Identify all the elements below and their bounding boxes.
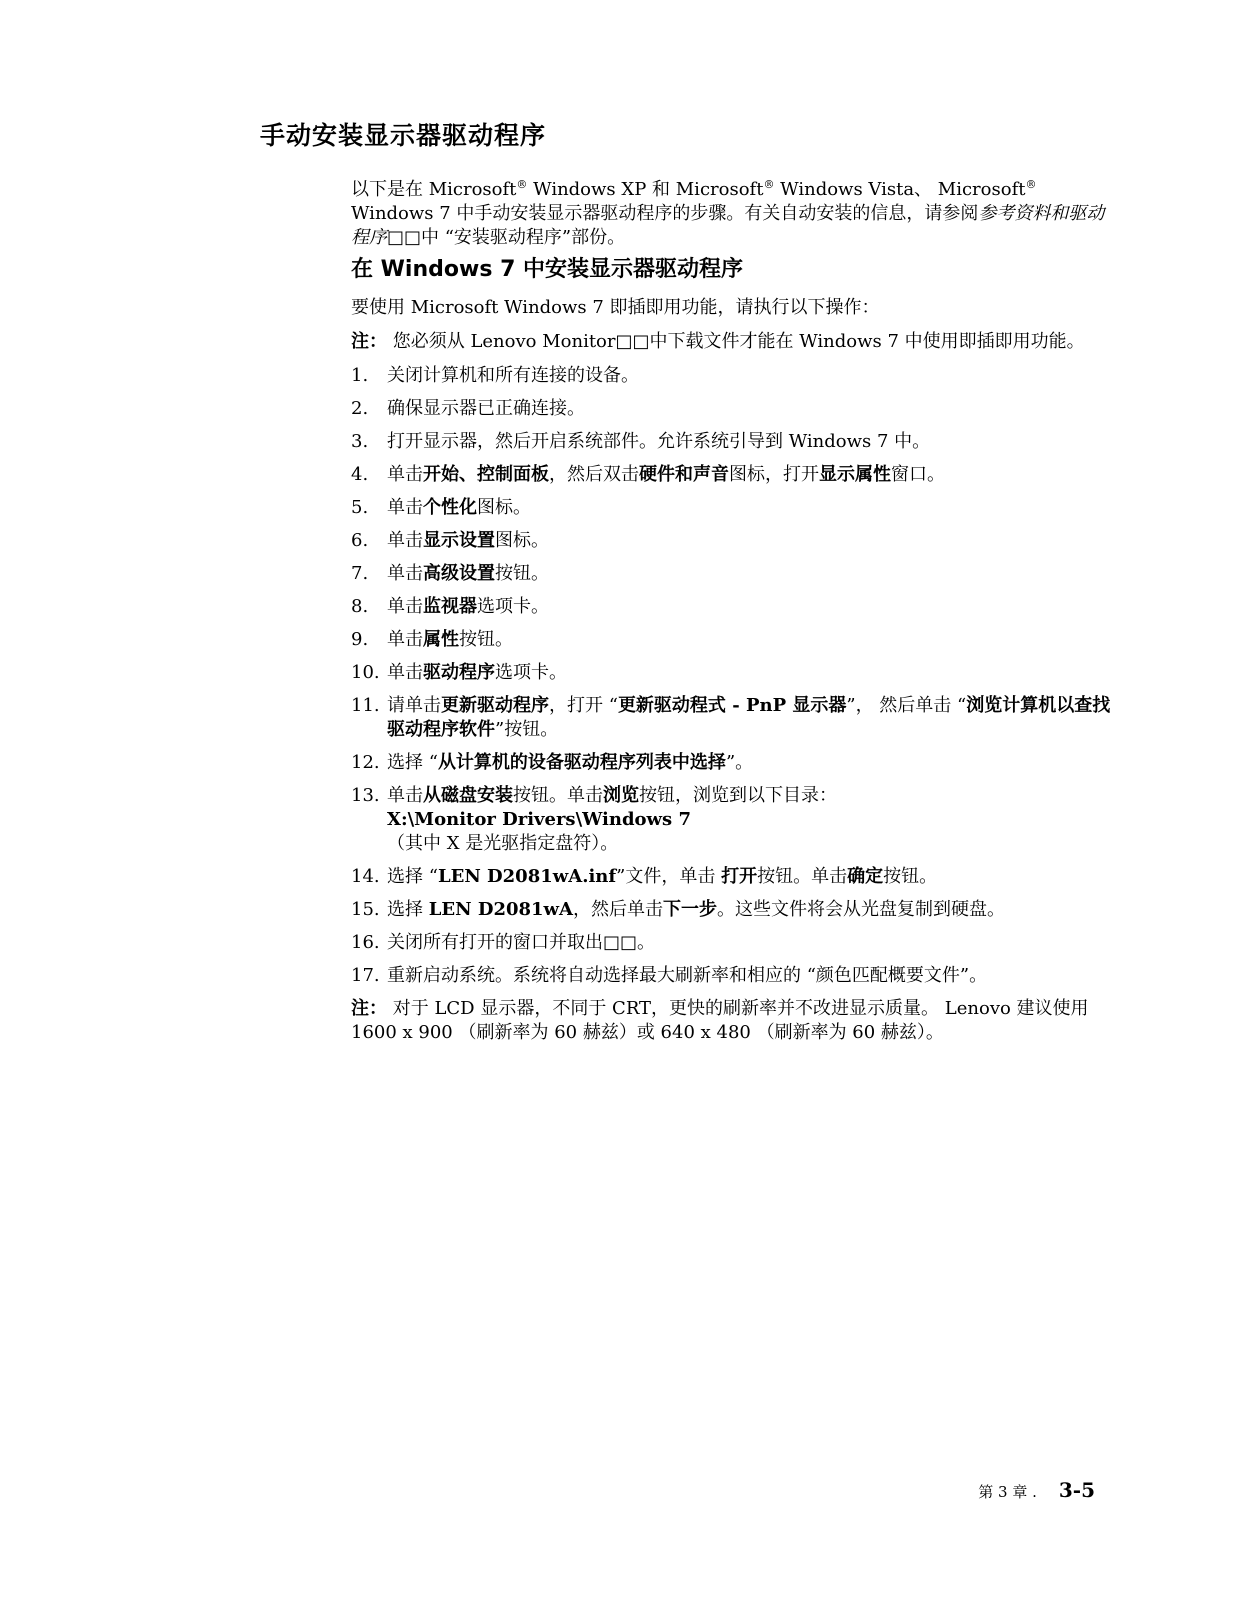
step-number: 1. xyxy=(351,365,369,386)
step-text: 单击 xyxy=(387,785,423,806)
document-body xyxy=(351,178,1111,1055)
intro-paragraph xyxy=(351,178,1111,250)
step-emphasis: 浏览 xyxy=(603,785,639,806)
step-emphasis: X:\Monitor Drivers\Windows 7 xyxy=(387,809,691,830)
step-number: 15. xyxy=(351,899,380,920)
step-text: 请单击 xyxy=(387,695,441,716)
step-text: 单击 xyxy=(387,497,423,518)
list-item xyxy=(351,397,1111,421)
step-emphasis: LEN D2081wA xyxy=(428,899,573,920)
intro-text: 以下是在 Microsoft xyxy=(351,179,517,200)
note-text: 对于 LCD 显示器，不同于 CRT，更快的刷新率并不改进显示质量。 Lenovo 建议使用 1600 x 900 （刷新率为 60 赫兹）或 640 x 480 （刷新率为 60 赫兹）。 xyxy=(351,998,1089,1043)
step-emphasis: 更新驱动程式 - PnP 显示器 xyxy=(617,695,847,716)
step-number: 6. xyxy=(351,530,369,551)
note-paragraph xyxy=(351,997,1111,1045)
step-text: ，然后单击 xyxy=(573,899,663,920)
list-item xyxy=(351,898,1111,922)
list-item xyxy=(351,595,1111,619)
registered-mark: ® xyxy=(763,178,775,191)
list-item xyxy=(351,463,1111,487)
step-emphasis: 下一步 xyxy=(663,899,717,920)
intro-text: □□中 “安装驱动程序”部份。 xyxy=(387,227,626,248)
step-emphasis: 监视器 xyxy=(423,596,477,617)
step-emphasis: 显示属性 xyxy=(819,464,891,485)
step-emphasis: 从计算机的设备驱动程序列表中选择 xyxy=(437,752,726,773)
step-text: 关闭计算机和所有连接的设备。 xyxy=(387,365,639,386)
list-item xyxy=(351,529,1111,553)
step-text: 单击 xyxy=(387,464,423,485)
page-footer xyxy=(978,1478,1095,1502)
list-item xyxy=(351,694,1111,742)
step-number: 11. xyxy=(351,695,380,716)
step-text: ”按钮。 xyxy=(495,719,559,740)
step-number: 5. xyxy=(351,497,369,518)
step-emphasis: 从磁盘安装 xyxy=(423,785,513,806)
lead-paragraph: 要使用 Microsoft Windows 7 即插即用功能，请执行以下操作： xyxy=(351,297,880,318)
step-text: 按钮。 xyxy=(495,563,549,584)
step-number: 16. xyxy=(351,932,380,953)
page-number: 3-5 xyxy=(1058,1478,1095,1502)
step-text: 选择 “ xyxy=(387,866,438,887)
chapter-label: 第 3 章 . xyxy=(978,1483,1037,1501)
list-item xyxy=(351,751,1111,775)
step-text: ，打开 “ xyxy=(549,695,618,716)
step-emphasis: 确定 xyxy=(847,866,884,887)
list-item xyxy=(351,628,1111,652)
step-number: 12. xyxy=(351,752,380,773)
step-emphasis: 硬件和声音 xyxy=(639,464,729,485)
step-text: 。这些文件将会从光盘复制到硬盘。 xyxy=(717,899,1005,920)
list-item xyxy=(351,661,1111,685)
step-text: ”， 然后单击 “ xyxy=(846,695,967,716)
step-number: 2. xyxy=(351,398,369,419)
list-item xyxy=(351,364,1111,388)
step-text: 选项卡。 xyxy=(495,662,567,683)
step-text: ”。 xyxy=(725,752,754,773)
step-number: 13. xyxy=(351,785,380,806)
step-text: 单击 xyxy=(387,563,423,584)
step-text: 图标。 xyxy=(495,530,549,551)
step-emphasis: 浏览计算机以查找驱动程序软件 xyxy=(387,695,1111,740)
step-text: 按钮。单击 xyxy=(757,866,848,887)
step-text: 按钮。 xyxy=(459,629,513,650)
step-text: 打开显示器，然后开启系统部件。允许系统引导到 Windows 7 中。 xyxy=(387,431,931,452)
step-text: 窗口。 xyxy=(891,464,945,485)
list-item xyxy=(351,964,1111,988)
intro-text: Windows Vista、 Microsoft xyxy=(774,179,1026,200)
step-emphasis: 更新驱动程序 xyxy=(441,695,549,716)
step-text: 选项卡。 xyxy=(477,596,549,617)
step-text: 确保显示器已正确连接。 xyxy=(387,398,585,419)
note-paragraph xyxy=(351,330,1111,354)
step-emphasis: 高级设置 xyxy=(423,563,495,584)
list-item xyxy=(351,931,1111,955)
step-text: 图标，打开 xyxy=(729,464,819,485)
step-text: ，然后双击 xyxy=(549,464,639,485)
step-text: 按钮，浏览到以下目录： xyxy=(639,785,837,806)
step-number: 7. xyxy=(351,563,369,584)
step-number: 3. xyxy=(351,431,369,452)
note-label: 注： xyxy=(351,331,387,352)
steps-list xyxy=(351,364,1111,988)
list-item xyxy=(351,496,1111,520)
list-item xyxy=(351,865,1111,889)
intro-text: Windows 7 中手动安装显示器驱动程序的步骤。有关自动安装的信息，请参阅 xyxy=(351,203,979,224)
page-title: 手动安装显示器驱动程序 xyxy=(260,121,547,150)
registered-mark: ® xyxy=(516,178,528,191)
step-text: 选择 “ xyxy=(387,752,438,773)
step-emphasis: 显示设置 xyxy=(423,530,495,551)
step-number: 10. xyxy=(351,662,380,683)
step-emphasis: LEN D2081wA.inf xyxy=(437,866,617,887)
step-emphasis: 个性化 xyxy=(423,497,477,518)
step-text: 图标。 xyxy=(477,497,531,518)
list-item xyxy=(351,430,1111,454)
step-emphasis: 开始、控制面板 xyxy=(423,464,549,485)
registered-mark: ® xyxy=(1025,178,1037,191)
list-item xyxy=(351,562,1111,586)
step-text: 单击 xyxy=(387,530,423,551)
step-emphasis: 驱动程序 xyxy=(423,662,495,683)
step-text: 关闭所有打开的窗口并取出□□。 xyxy=(387,932,656,953)
note-text: 您必须从 Lenovo Monitor□□中下载文件才能在 Windows 7 中使用即插即用功能。 xyxy=(387,331,1085,352)
step-number: 8. xyxy=(351,596,369,617)
step-text: 单击 xyxy=(387,596,423,617)
step-number: 4. xyxy=(351,464,369,485)
intro-text: Windows XP 和 Microsoft xyxy=(527,179,764,200)
step-text: 单击 xyxy=(387,629,423,650)
step-text: ”文件，单击 xyxy=(616,866,722,887)
step-text: 单击 xyxy=(387,662,423,683)
step-text: 选择 xyxy=(387,899,429,920)
step-number: 17. xyxy=(351,965,380,986)
step-emphasis: 属性 xyxy=(423,629,459,650)
note-label: 注： xyxy=(351,998,387,1019)
step-text: 按钮。单击 xyxy=(513,785,603,806)
step-emphasis: 打开 xyxy=(721,866,758,887)
reference-link[interactable]: 参考资料和驱动程序 xyxy=(351,203,1105,248)
step-number: 14. xyxy=(351,866,380,887)
step-text: （其中 X 是光驱指定盘符）。 xyxy=(387,833,619,854)
step-number: 9. xyxy=(351,629,369,650)
section-title: 在 Windows 7 中安装显示器驱动程序 xyxy=(351,257,744,282)
list-item xyxy=(351,784,1111,856)
step-text: 按钮。 xyxy=(883,866,938,887)
step-text: 重新启动系统。系统将自动选择最大刷新率和相应的 “颜色匹配概要文件”。 xyxy=(387,965,988,986)
